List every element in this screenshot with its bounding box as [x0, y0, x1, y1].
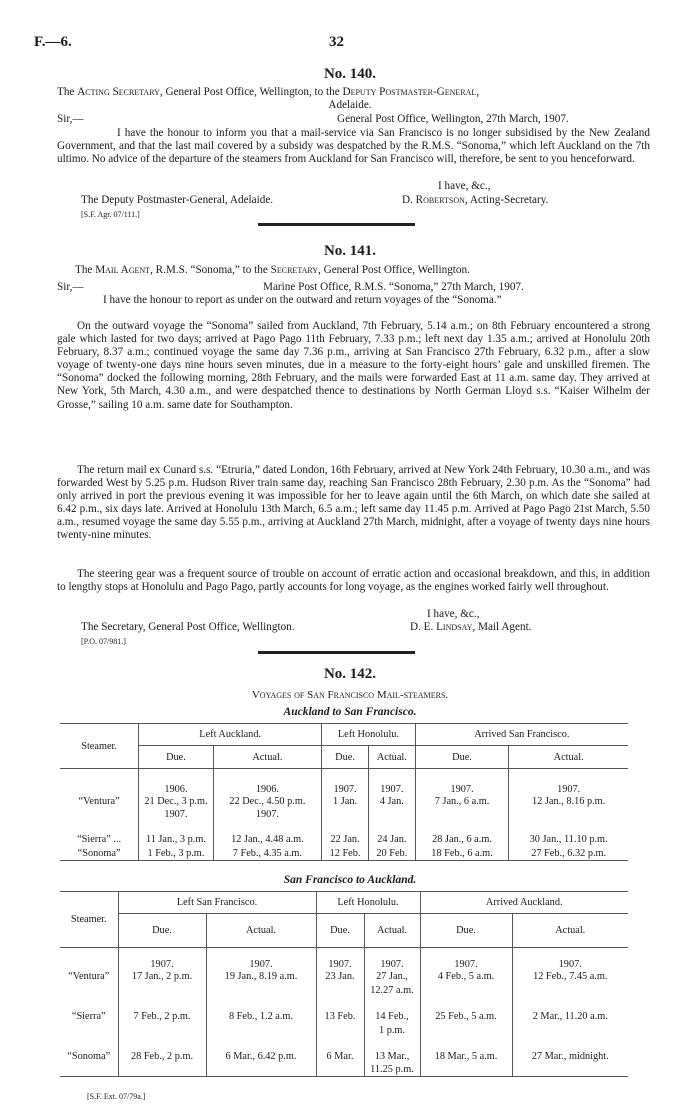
- group-header: Left Auckland.: [139, 724, 322, 746]
- cell: 18 Feb., 6 a.m.: [415, 847, 509, 861]
- steamer-name: “Sierra” ...: [77, 834, 122, 845]
- cell: 28 Feb., 2 p.m.: [118, 1050, 206, 1064]
- cell: 7 Feb., 4.35 a.m.: [213, 847, 321, 861]
- cell: 6 Mar.: [316, 1050, 364, 1064]
- cell: 23 Jan.: [316, 970, 364, 984]
- table-row: [60, 1050, 628, 1064]
- year-cell: 1906.: [139, 769, 213, 795]
- group-header: Left Honolulu.: [316, 892, 420, 914]
- letter-140-address: General Post Office, Wellington, 27th March, 1907.: [337, 113, 569, 125]
- page-number: 32: [329, 34, 344, 50]
- year-cell: 1906.: [213, 769, 321, 795]
- cell: 25 Feb., 5 a.m.: [420, 1010, 512, 1024]
- letter-141-salutation: Sir,—: [57, 281, 84, 293]
- cell: 1 Jan.: [322, 795, 369, 809]
- cell: 22 Dec., 4.50 p.m.: [213, 795, 321, 809]
- steamer-name: “Ventura”: [78, 796, 120, 807]
- cell: 4 Jan.: [368, 795, 415, 809]
- cell: 12 Feb., 7.45 a.m.: [512, 970, 628, 984]
- group-header: Arrived San Francisco.: [415, 724, 628, 746]
- cell: 12 Feb.: [322, 847, 369, 861]
- letter-141-signature: D. E. Lindsay, Mail Agent.: [410, 621, 532, 633]
- cell: 14 Feb.,: [364, 1010, 420, 1024]
- cell: 6 Mar., 6.42 p.m.: [206, 1050, 316, 1064]
- table-auckland-to-san-francisco: [60, 723, 628, 861]
- section-divider: [258, 651, 415, 654]
- letter-141-para-1: I have the honour to report as under on the outward and return voyages of the “Sonoma.”: [103, 294, 502, 306]
- year-cell: 1907.: [368, 769, 415, 795]
- cell: 11.25 p.m.: [364, 1064, 420, 1077]
- cell: 18 Mar., 5 a.m.: [420, 1050, 512, 1064]
- letter-140-title: No. 140.: [323, 66, 377, 82]
- cell: 12 Jan., 4.48 a.m.: [213, 833, 321, 847]
- cell: 30 Jan., 11.10 p.m.: [509, 833, 628, 847]
- cell: 17 Jan., 2 p.m.: [118, 970, 206, 984]
- cell: 1 Feb., 3 p.m.: [139, 847, 213, 861]
- column-header: Actual.: [512, 914, 628, 948]
- column-header: Actual.: [213, 746, 321, 769]
- column-header: Due.: [415, 746, 509, 769]
- cell: 12 Jan., 8.16 p.m.: [509, 795, 628, 809]
- cell: 19 Jan., 8.19 a.m.: [206, 970, 316, 984]
- cell: 22 Jan.: [322, 833, 369, 847]
- letter-141-addressee: The Secretary, General Post Office, Wellington.: [81, 621, 295, 633]
- cell: 28 Jan., 6 a.m.: [415, 833, 509, 847]
- letter-140-addressee: The Deputy Postmaster-General, Adelaide.: [81, 194, 274, 206]
- cell: 20 Feb.: [368, 847, 415, 861]
- year-cell: 1907.: [322, 769, 369, 795]
- cell: 27 Mar., midnight.: [512, 1050, 628, 1064]
- year-cell: 1907.: [512, 948, 628, 970]
- cell: 7 Feb., 2 p.m.: [118, 1010, 206, 1024]
- steamer-header: Steamer.: [60, 724, 139, 769]
- table-row: [60, 847, 628, 861]
- steamer-name: “Sierra”: [71, 1011, 106, 1022]
- table-subtitle: Voyages of San Francisco Mail-steamers.: [251, 689, 449, 701]
- year-cell: 1907.: [509, 769, 628, 795]
- cell: 27 Feb., 6.32 p.m.: [509, 847, 628, 861]
- steamer-name: “Sonoma”: [77, 847, 121, 859]
- cell: 1 p.m.: [364, 1024, 420, 1037]
- cell: 2 Mar., 11.20 a.m.: [512, 1010, 628, 1024]
- letter-141-para-2: On the outward voyage the “Sonoma” sailed from Auckland, 7th February, 5.14 a.m.; on 8th February encountered a strong gale which lasted for two days; arrived at Pago Pago 11th February, 7.33 p.m.; left next day 1.35 a.m.; arrived at Honolulu 20th February, 8.37 a.m.; continued voyage the same day 7.36 p.m., arriving at San Francisco 27th February, 6.32 p.m., after a slow voyage of twenty-one days nine hours seven minutes, due in a measure to the forty-eight hours’ gale and unskilled firemen. The “Sonoma” docked the following morning, 28th February, and the mails were forwarded East at 11 a.m. same day. They arrived at New York, 5th March, 4.30 a.m., and were despatched thence to destinations by North German Lloyd s.s. “Kaiser Wilhelm der Grosse,” sailing 10 a.m. same date for Southampton.: [57, 320, 650, 411]
- year-cell: 1907.: [206, 948, 316, 970]
- column-header: Due.: [139, 746, 213, 769]
- letter-141-heading: The Mail Agent, R.M.S. “Sonoma,” to the Secretary, General Post Office, Wellington.: [75, 264, 470, 276]
- column-header: Due.: [118, 914, 206, 948]
- cell: 24 Jan.: [368, 833, 415, 847]
- letter-140-salutation: Sir,—: [57, 113, 84, 125]
- year-cell: 1907.: [420, 948, 512, 970]
- cell: 13 Mar.,: [364, 1050, 420, 1064]
- letter-140-heading: The Acting Secretary, General Post Office, Wellington, to the Deputy Postmaster-General,: [57, 86, 480, 98]
- column-header: Actual.: [364, 914, 420, 948]
- column-header: Actual.: [206, 914, 316, 948]
- letter-140-file-ref: [S.F. Agr. 07/111.]: [81, 210, 140, 219]
- letter-141-closing: I have, &c.,: [427, 608, 480, 620]
- letter-140-signature: D. Robertson, Acting-Secretary.: [402, 194, 549, 206]
- letter-141-para-3: The return mail ex Cunard s.s. “Etruria,” dated London, 16th February, arrived at New York 24th February, 10.30 a.m., and was forwarded West by 5.25 p.m. Hudson River train same day, reaching San Francisco 28th February, 2.30 p.m. As the “Sonoma” had only arrived in port the previous evening it was impossible for her to leave again until the 6th March, on which date she sailed at 6.42 p.m., six days late. Arrived at Honolulu 13th March, 6.5 a.m.; left same day 11.45 p.m. Arrived at Pago Pago 21st March, 5.50 a.m., resumed voyage the same day 5.55 p.m., arriving at Auckland 27th March, midnight, after a voyage of twenty days nine hours twenty-nine minutes.: [57, 464, 650, 542]
- letter-141-address: Marine Post Office, R.M.S. “Sonoma,” 27th March, 1907.: [263, 281, 524, 293]
- year-cell: 1907.: [139, 809, 213, 821]
- table-row: [60, 833, 628, 847]
- letter-141-file-ref: [P.O. 07/981.]: [81, 637, 126, 646]
- cell: 8 Feb., 1.2 a.m.: [206, 1010, 316, 1024]
- table-1-caption: Auckland to San Francisco.: [283, 706, 417, 718]
- table-row: [60, 1010, 628, 1024]
- year-cell: 1907.: [213, 809, 321, 821]
- letter-141-para-4: The steering gear was a frequent source of trouble on account of erratic action and occasional breakdown, and this, in addition to lengthy stops at Honolulu and Pago Pago, partly accounts for long voyage, as the engines worked fairly well throughout.: [57, 568, 650, 594]
- group-header: Left Honolulu.: [322, 724, 416, 746]
- letter-142-title: No. 142.: [323, 666, 377, 682]
- page-ref: F.—6.: [34, 34, 72, 50]
- table-row: [60, 970, 628, 984]
- steamer-name: “Sonoma”: [67, 1051, 111, 1062]
- letter-141-title: No. 141.: [323, 243, 377, 259]
- steamer-header: Steamer.: [60, 892, 118, 948]
- cell: 11 Jan., 3 p.m.: [139, 833, 213, 847]
- column-header: Due.: [420, 914, 512, 948]
- year-cell: 1907.: [316, 948, 364, 970]
- year-cell: 1907.: [364, 948, 420, 970]
- cell: 7 Jan., 6 a.m.: [415, 795, 509, 809]
- table-row: [60, 795, 628, 809]
- cell: 12.27 a.m.: [364, 984, 420, 997]
- table-san-francisco-to-auckland: [60, 891, 628, 1077]
- group-header: Arrived Auckland.: [420, 892, 628, 914]
- group-header: Left San Francisco.: [118, 892, 316, 914]
- letter-140-heading-line2: Adelaide.: [328, 99, 372, 111]
- cell: 4 Feb., 5 a.m.: [420, 970, 512, 984]
- cell: 21 Dec., 3 p.m.: [139, 795, 213, 809]
- letter-142-file-ref: [S.F. Ext. 07/79a.]: [87, 1092, 146, 1101]
- section-divider: [258, 223, 415, 226]
- cell: 13 Feb.: [316, 1010, 364, 1024]
- column-header: Due.: [322, 746, 369, 769]
- steamer-name: “Ventura”: [68, 971, 110, 982]
- letter-140-body: I have the honour to inform you that a mail-service via San Francisco is no longer subsidised by the New Zealand Government, and that the last mail covered by a subsidy was despatched by the R.M.S. “Sonoma,” which left Auckland on the 7th ultimo. No advice of the departure of the steamers from Auckland for San Francisco will, therefore, be sent to you henceforward.: [57, 127, 650, 166]
- column-header: Actual.: [509, 746, 628, 769]
- letter-140-closing: I have, &c.,: [438, 180, 491, 192]
- column-header: Actual.: [368, 746, 415, 769]
- year-cell: 1907.: [415, 769, 509, 795]
- column-header: Due.: [316, 914, 364, 948]
- year-cell: 1907.: [118, 948, 206, 970]
- table-2-caption: San Francisco to Auckland.: [283, 874, 417, 886]
- cell: 27 Jan.,: [364, 970, 420, 984]
